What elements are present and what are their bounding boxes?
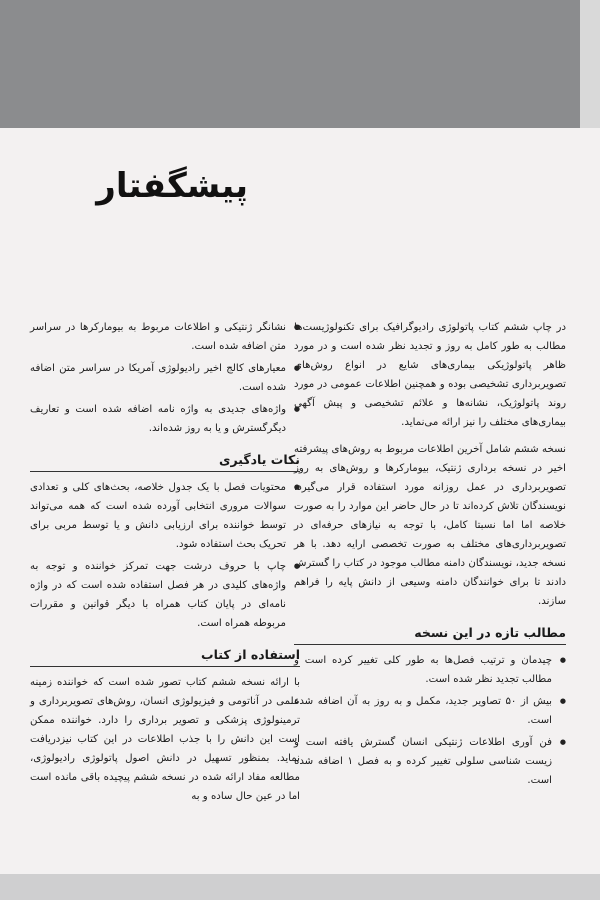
top-light-strip [580, 0, 600, 128]
right-column [294, 318, 566, 793]
top-gray-band [0, 0, 600, 128]
list-item: ● چاپ با حروف درشت جهت تمرکز خواننده و توجه به واژه‌های کلیدی در هر فصل استفاده شده است که در واژه نامه‌ای در پایان کتاب همراه با دیگر قوانین و مقررات مربوطه همراه است. [30, 557, 300, 633]
top-items-list [30, 318, 300, 438]
list-item: ● بیش از ۵۰ تصاویر جدید، مکمل و به روز به آن اضافه شده است. [294, 692, 566, 730]
book-usage-heading: استفاده از کتاب [30, 647, 300, 667]
usage-paragraph: با ارائه نسخه ششم کتاب تصور شده است که خواننده زمینه علمی در آناتومی و فیزیولوژی انسان، روش‌های تصویربرداری و ترمینولوژی پزشکی و تصویر برداری را دارد. خواننده ممکن است این دانش را با جذب اطلاعات در این کتاب نیزدریافت نماید. بمنظور تسهیل در دانش اصول پاتولوژی رادیولوژی، مطالعه مفاد ارائه شده در نسخه ششم پیچیده باقی مانده است اما در عین حال ساده و به [30, 677, 300, 802]
bottom-gray-band [0, 874, 600, 900]
list-item: ● نشانگر ژنتیکی و اطلاعات مربوط به بیومارکرها در سراسر متن اضافه شده است. [30, 318, 300, 356]
list-item: ● محتویات فصل با یک جدول خلاصه، بحث‌های کلی و تعدادی سوالات مروری انتخابی آورده شده است که همه می‌تواند توسط خواننده برای ارزیابی دانش و یا توسط مربی برای تحریک بحث استفاده شود. [30, 478, 300, 554]
new-items-list [294, 651, 566, 790]
new-in-edition-heading: مطالب تازه در این نسخه [294, 625, 566, 645]
list-item: ● فن آوری اطلاعات ژنتیکی انسان گسترش یافته است و زیست شناسی سلولی تغییر کرده و به فصل ۱ اضافه شده است. [294, 733, 566, 790]
list-item: ● واژه‌های جدیدی به واژه نامه اضافه شده است و تعاریف دیگرگسترش و یا به روز شده‌اند. [30, 400, 300, 438]
intro-paragraph-1: در چاپ ششم کتاب پاتولوژی رادیوگرافیک برای تکنولوژیست‌ها مطالب به طور کامل به روز و تجدید نظر شده است و در مورد ظاهر پاتولوژیکی بیماری‌های شایع در انواع روش‌های تصویربرداری تشخیصی بوده و همچنین اطلاعات عمومی در مورد روند پاتولوژیک، نشانه‌ها و علائم تشخیصی و پیش آگهی بیماری‌های مختلف را نیز ارائه می‌نماید. [294, 322, 566, 428]
list-item: ● چیدمان و ترتیب فصل‌ها به طور کلی تغییر کرده است و مطالب تجدید نظر شده است. [294, 651, 566, 689]
learning-items-list [30, 478, 300, 633]
intro-paragraph-2: نسخه ششم شامل آخرین اطلاعات مربوط به روش‌های پیشرفته اخیر در نسخه برداری ژنتیک، بیومارکرها و روش‌های به روز تصویربرداری در عمل روزانه مورد استفاده قرار می‌گیرد. نویسندگان تلاش کرده‌اند تا در حال حاضر این موارد را به صورت خلاصه اما اما نسبتا کامل، با توجه به نیازهای حرفه‌ای در تصویربرداری‌های مختلف به صورت تخصصی ارایه دهد. با هر نسخه جدید، نویسندگان دامنه مطالب موجود در کتاب را گسترش دادند تا برای خوانندگان دامنه وسیعی از دانش پایه را فراهم سازند. [294, 444, 566, 607]
page-title: پیشگفتار [96, 166, 248, 206]
left-column [30, 318, 300, 814]
list-item: ● معیارهای کالج اخیر رادیولوژی آمریکا در سراسر متن اضافه شده است. [30, 359, 300, 397]
learning-points-heading: نکات یادگیری [30, 452, 300, 472]
